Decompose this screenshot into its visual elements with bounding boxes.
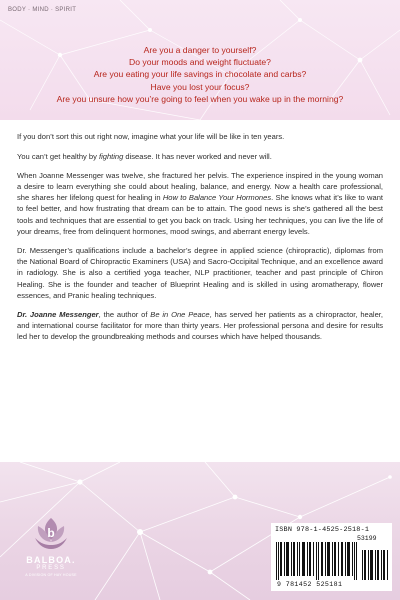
publisher-logo [20, 516, 82, 592]
text-run: , the author of [98, 310, 151, 320]
text-run: , has served her patients as a chiropractor, healer, and international course facilitator for more than thirty years. Her professional persona and desire for results led her to develop the groundbreaking methods and courses which have helped thousands. [17, 310, 383, 342]
qualifications-paragraph: Dr. Messenger’s qualifications include a bachelor’s degree in applied science (chiropractic), diplomas from the National Board of Chiropractic Examiners (USA) and Sacro-Occipital Technique, and an excellence award in radiology. She is also a certified yoga teacher, NLP practitioner, teacher and past principle of Chiron Healing. She is the founder and teacher of Blueprint Healing and is skilled in using aromatherapy, flower essences, and Pranic healing techniques. [17, 246, 383, 300]
lotus-b-icon [34, 516, 68, 554]
price-addon-code: 53199 [357, 535, 377, 542]
question-item: Are you eating your life savings in chocolate and carbs? [93, 69, 307, 80]
text-run: You can’t get healthy by [17, 151, 99, 161]
book-title: How to Balance Your Hormones [162, 193, 272, 203]
fighting-paragraph [17, 151, 383, 162]
text-run: . She knows what it’s like to want to feel better, and how frustrating that dream can be to attain. The good news is she’s gathered all the best tools and techniques that are essential to get you back on track. Using her techniques, you can live the life of your dreams, free from delinquent hormones, mood swings, and aberrant energy levels. [17, 193, 383, 236]
publisher-division: A DIVISION OF HAY HOUSE [25, 573, 77, 577]
intro-paragraph: If you don’t sort this out right now, imagine what your life will be like in ten years. [17, 132, 285, 141]
barcode-number: 9 781452 525181 [277, 581, 343, 588]
category-label: BODY · MIND · SPIRIT [8, 7, 77, 13]
emphasis-text: fighting [98, 151, 124, 161]
question-item: Do your moods and weight fluctuate? [129, 57, 271, 68]
back-cover-blurb [17, 131, 383, 351]
publisher-imprint: PRESS [36, 565, 66, 571]
publisher-name: BALBOA. [26, 555, 76, 565]
question-item: Are you a danger to yourself? [143, 45, 257, 55]
question-item: Are you unsure how you’re going to feel when you wake up in the morning? [56, 93, 344, 104]
isbn-text: ISBN 978-1-4525-2518-1 [275, 526, 370, 534]
svg-text:b: b [47, 526, 55, 540]
question-list [0, 44, 400, 105]
text-run: When Joanne Messenger was twelve, she fractured her pelvis. The experience inspired in the young woman a desire to learn everything she could about healing, balance, and energy. Now a health care professional, she shares her lifelong quest for healing in [17, 171, 383, 203]
author-name: Dr. Joanne Messenger [17, 310, 99, 320]
other-book-title: Be in One Peace [150, 310, 210, 320]
text-run: disease. It has never worked and never will. [123, 151, 272, 161]
author-bio-paragraph [17, 309, 383, 342]
story-paragraph [17, 170, 383, 237]
isbn-barcode [271, 523, 392, 591]
barcode-bars [274, 542, 389, 580]
question-item: Have you lost your focus? [150, 81, 250, 92]
